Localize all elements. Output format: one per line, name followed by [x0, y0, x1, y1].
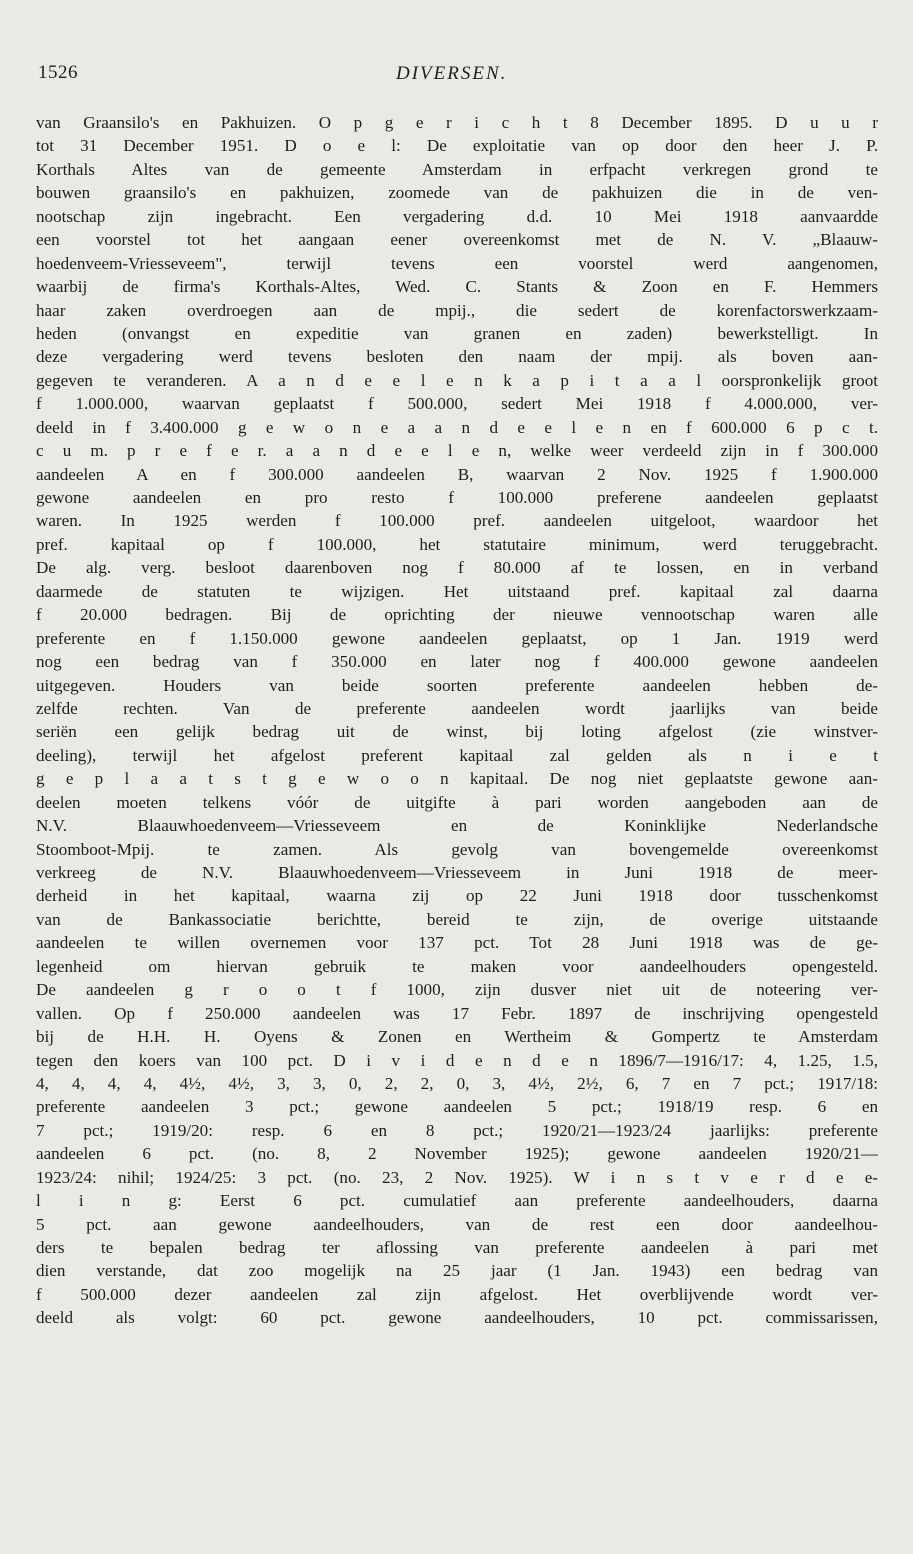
text-line: nootschap zijn ingebracht. Een vergadering d.d. 10 Mei 1918 aanvaardde — [36, 206, 878, 226]
text-line: hoedenveem-Vriesseveem", terwijl tevens een voorstel werd aangenomen, — [36, 253, 878, 273]
running-head: DIVERSEN. — [396, 63, 508, 84]
page-number: 1526 — [38, 62, 78, 83]
text-line: bouwen graansilo's en pakhuizen, zoomede van de pakhuizen die in de ven- — [36, 183, 878, 203]
text-line: uitgegeven. Houders van beide soorten preferente aandeelen hebben de- — [36, 675, 878, 695]
text-line: daarmede de statuten te wijzigen. Het uitstaand pref. kapitaal zal daarna — [36, 581, 878, 601]
text-line: preferente en f 1.150.000 gewone aandeelen geplaatst, op 1 Jan. 1919 werd — [36, 628, 878, 648]
text-line: aandeelen A en f 300.000 aandeelen B, waarvan 2 Nov. 1925 f 1.900.000 — [36, 464, 878, 484]
text-line: deeld als volgt: 60 pct. gewone aandeelhouders, 10 pct. commissarissen, — [36, 1308, 878, 1328]
text-line: haar zaken overdroegen aan de mpij., die sedert de korenfactorswerkzaam- — [36, 300, 878, 320]
text-line: f 500.000 dezer aandeelen zal zijn afgelost. Het overblijvende wordt ver- — [36, 1284, 878, 1304]
text-line: pref. kapitaal op f 100.000, het statutaire minimum, werd teruggebracht. — [36, 534, 878, 554]
text-line: f 1.000.000, waarvan geplaatst f 500.000, sedert Mei 1918 f 4.000.000, ver- — [36, 394, 878, 414]
text-line: Korthals Altes van de gemeente Amsterdam in erfpacht verkregen grond te — [36, 159, 878, 179]
text-line: heden (onvangst en expeditie van granen en zaden) bewerkstelligt. In — [36, 323, 878, 343]
text-line: deeld in f 3.400.000 g e w o n e a a n d e e l e n en f 600.000 6 p c t. — [36, 417, 878, 437]
text-line: preferente aandeelen 3 pct.; gewone aandeelen 5 pct.; 1918/19 resp. 6 en — [36, 1097, 878, 1117]
text-line: 1923/24: nihil; 1924/25: 3 pct. (no. 23, 2 Nov. 1925). W i n s t v e r d e e- — [36, 1167, 878, 1187]
text-line: zelfde rechten. Van de preferente aandeelen wordt jaarlijks van beide — [36, 698, 878, 718]
text-line: van de Bankassociatie berichtte, bereid te zijn, de overige uitstaande — [36, 909, 878, 929]
text-line: gegeven te veranderen. A a n d e e l e n k a p i t a a l oorspronkelijk groot — [36, 370, 878, 390]
text-line: N.V. Blaauwhoedenveem—Vriesseveem en de Koninklijke Nederlandsche — [36, 816, 878, 836]
text-line: aandeelen 6 pct. (no. 8, 2 November 1925); gewone aandeelen 1920/21— — [36, 1144, 878, 1164]
text-line: ders te bepalen bedrag ter aflossing van preferente aandeelen à pari met — [36, 1238, 878, 1257]
text-line: bij de H.H. H. Oyens & Zonen en Wertheim & Gompertz te Amsterdam — [36, 1027, 878, 1047]
text-line: f 20.000 bedragen. Bij de oprichting der nieuwe vennootschap waren alle — [36, 605, 878, 625]
text-line: deze vergadering werd tevens besloten den naam der mpij. als boven aan- — [36, 347, 878, 367]
text-line: legenheid om hiervan gebruik te maken voor aandeelhouders opengesteld. — [36, 956, 878, 976]
text-line: nog een bedrag van f 350.000 en later nog f 400.000 gewone aandeelen — [36, 652, 878, 672]
text-line: vallen. Op f 250.000 aandeelen was 17 Febr. 1897 de inschrijving opengesteld — [36, 1003, 878, 1023]
text-line: gewone aandeelen en pro resto f 100.000 preferene aandeelen geplaatst — [36, 488, 878, 507]
text-line: tot 31 December 1951. D o e l: De exploitatie van op door den heer J. P. — [36, 136, 878, 156]
text-line: 5 pct. aan gewone aandeelhouders, van de rest een door aandeelhou- — [36, 1214, 878, 1234]
text-line: waren. In 1925 werden f 100.000 pref. aandeelen uitgeloot, waardoor het — [36, 511, 878, 531]
text-line: een voorstel tot het aangaan eener overeenkomst met de N. V. „Blaauw- — [36, 230, 878, 250]
text-line: l i n g: Eerst 6 pct. cumulatief aan preferente aandeelhouders, daarna — [36, 1191, 878, 1211]
text-line: c u m. p r e f e r. a a n d e e l e n, welke weer verdeeld zijn in f 300.000 — [36, 441, 878, 461]
text-line: verkreeg de N.V. Blaauwhoedenveem—Vriesseveem in Juni 1918 de meer- — [36, 863, 878, 882]
text-line: Stoomboot-Mpij. te zamen. Als gevolg van bovengemelde overeenkomst — [36, 839, 878, 859]
text-line: waarbij de firma's Korthals-Altes, Wed. C. Stants & Zoon en F. Hemmers — [36, 277, 878, 297]
text-line: aandeelen te willen overnemen voor 137 pct. Tot 28 Juni 1918 was de ge- — [36, 933, 878, 953]
text-line: seriën een gelijk bedrag uit de winst, bij loting afgelost (zie winstver- — [36, 722, 878, 742]
text-line: deelen moeten telkens vóór de uitgifte à pari worden aangeboden aan de — [36, 792, 878, 812]
text-line: De alg. verg. besloot daarenboven nog f 80.000 af te lossen, en in verband — [36, 558, 878, 578]
text-line: dien verstande, dat zoo mogelijk na 25 jaar (1 Jan. 1943) een bedrag van — [36, 1261, 878, 1281]
body-text — [36, 111, 878, 1330]
text-line: De aandeelen g r o o t f 1000, zijn dusver niet uit de noteering ver- — [36, 980, 878, 1000]
text-line: tegen den koers van 100 pct. D i v i d e n d e n 1896/7—1916/17: 4, 1.25, 1.5, — [36, 1050, 878, 1070]
text-line: 7 pct.; 1919/20: resp. 6 en 8 pct.; 1920/21—1923/24 jaarlijks: preferente — [36, 1120, 878, 1140]
text-line: 4, 4, 4, 4, 4½, 4½, 3, 3, 0, 2, 2, 0, 3, 4½, 2½, 6, 7 en 7 pct.; 1917/18: — [36, 1073, 878, 1093]
text-line: deeling), terwijl het afgelost preferent kapitaal zal gelden als n i e t — [36, 745, 878, 765]
page-header — [38, 62, 878, 92]
text-line: derheid in het kapitaal, waarna zij op 22 Juni 1918 door tusschenkomst — [36, 886, 878, 906]
text-line: van Graansilo's en Pakhuizen. O p g e r i c h t 8 December 1895. D u u r — [36, 113, 878, 132]
text-line: g e p l a a t s t g e w o o n kapitaal. De nog niet geplaatste gewone aan- — [36, 769, 878, 789]
